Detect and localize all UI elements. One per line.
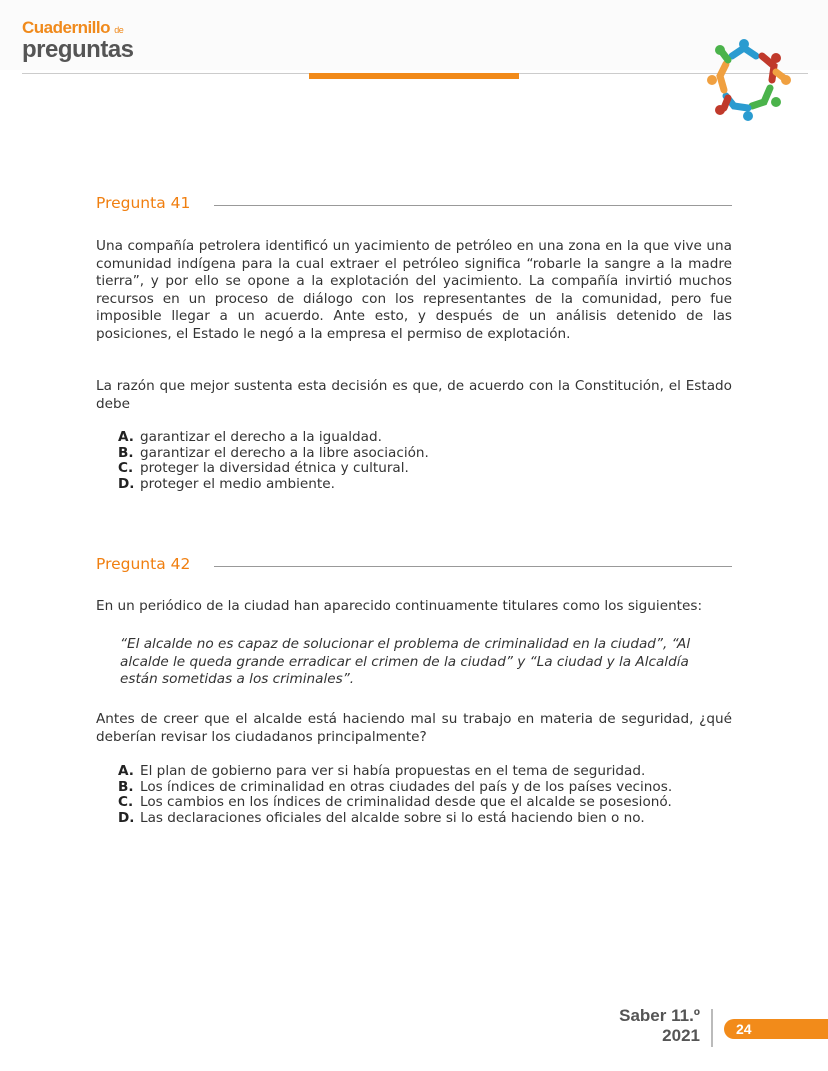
option-letter: C. <box>118 794 134 810</box>
page-number: 24 <box>724 1019 828 1039</box>
option-letter: A. <box>118 763 134 779</box>
footer-exam <box>600 1006 700 1046</box>
option-c[interactable] <box>118 461 429 477</box>
header-accent-bar <box>309 73 519 79</box>
footer-divider <box>711 1009 713 1047</box>
brand-de: de <box>114 25 124 35</box>
option-text: garantizar el derecho a la libre asociación. <box>140 444 429 461</box>
question-42-stem: En un periódico de la ciudad han aparecido continuamente titulares como los siguientes: <box>96 598 703 614</box>
exam-name: Saber 11.º <box>619 1006 700 1025</box>
brand-line1: Cuadernillo <box>22 18 111 37</box>
option-text: Los índices de criminalidad en otras ciudades del país y de los países vecinos. <box>140 778 673 795</box>
brand-title <box>22 18 123 38</box>
question-42-prompt: Antes de creer que el alcalde está haciendo mal su trabajo en materia de seguridad, ¿qué deberían revisar los ciudadanos principalmente? <box>96 711 732 745</box>
exam-year: 2021 <box>662 1026 700 1045</box>
option-a[interactable] <box>118 764 672 780</box>
brand-line2: preguntas <box>22 36 134 63</box>
option-text: garantizar el derecho a la igualdad. <box>140 429 382 445</box>
option-text: Las declaraciones oficiales del alcalde sobre si lo está haciendo bien o no. <box>140 809 645 826</box>
question-42-quote: “El alcalde no es capaz de solucionar el problema de criminalidad en la ciudad”, “Al alcalde le queda grande erradicar el crimen de la ciudad” y “La ciudad y la Alcaldía están sometidas a los criminales”. <box>120 636 691 687</box>
option-d[interactable] <box>118 477 429 493</box>
option-d[interactable] <box>118 811 672 827</box>
question-42-title: Pregunta 42 <box>96 555 191 573</box>
option-c[interactable] <box>118 795 672 811</box>
question-42-divider <box>214 566 732 567</box>
question-41-title: Pregunta 41 <box>96 194 191 212</box>
question-41-prompt: La razón que mejor sustenta esta decisión es que, de acuerdo con la Constitución, el Estado debe <box>96 378 732 412</box>
option-text: El plan de gobierno para ver si había propuestas en el tema de seguridad. <box>140 763 646 779</box>
option-text: proteger la diversidad étnica y cultural. <box>140 460 409 476</box>
option-letter: C. <box>118 460 134 476</box>
option-letter: B. <box>118 444 134 461</box>
option-b[interactable] <box>118 446 429 462</box>
community-logo-icon <box>704 36 796 124</box>
option-letter: A. <box>118 429 134 445</box>
question-42-options <box>118 764 672 826</box>
question-41-stem: Una compañía petrolera identificó un yacimiento de petróleo en una zona en la que vive una comunidad indígena para la cual extraer el petróleo significa “robarle la sangre a la madre tierra”, y por ello se opone a la explotación del yacimiento. La compañía invirtió muchos recursos en un proceso de diálogo con los representantes de la comunidad, pero fue imposible llegar a un acuerdo. Ante esto, y después de un análisis detenido de las posiciones, el Estado le negó a la empresa el permiso de explotación. <box>96 238 732 342</box>
option-letter: D. <box>118 809 135 826</box>
option-b[interactable] <box>118 780 672 796</box>
option-text: Los cambios en los índices de criminalidad desde que el alcalde se posesionó. <box>140 794 672 810</box>
option-text: proteger el medio ambiente. <box>140 475 335 492</box>
option-letter: B. <box>118 778 134 795</box>
option-a[interactable] <box>118 430 429 446</box>
question-41-divider <box>214 205 732 206</box>
option-letter: D. <box>118 475 135 492</box>
question-41-options <box>118 430 429 492</box>
